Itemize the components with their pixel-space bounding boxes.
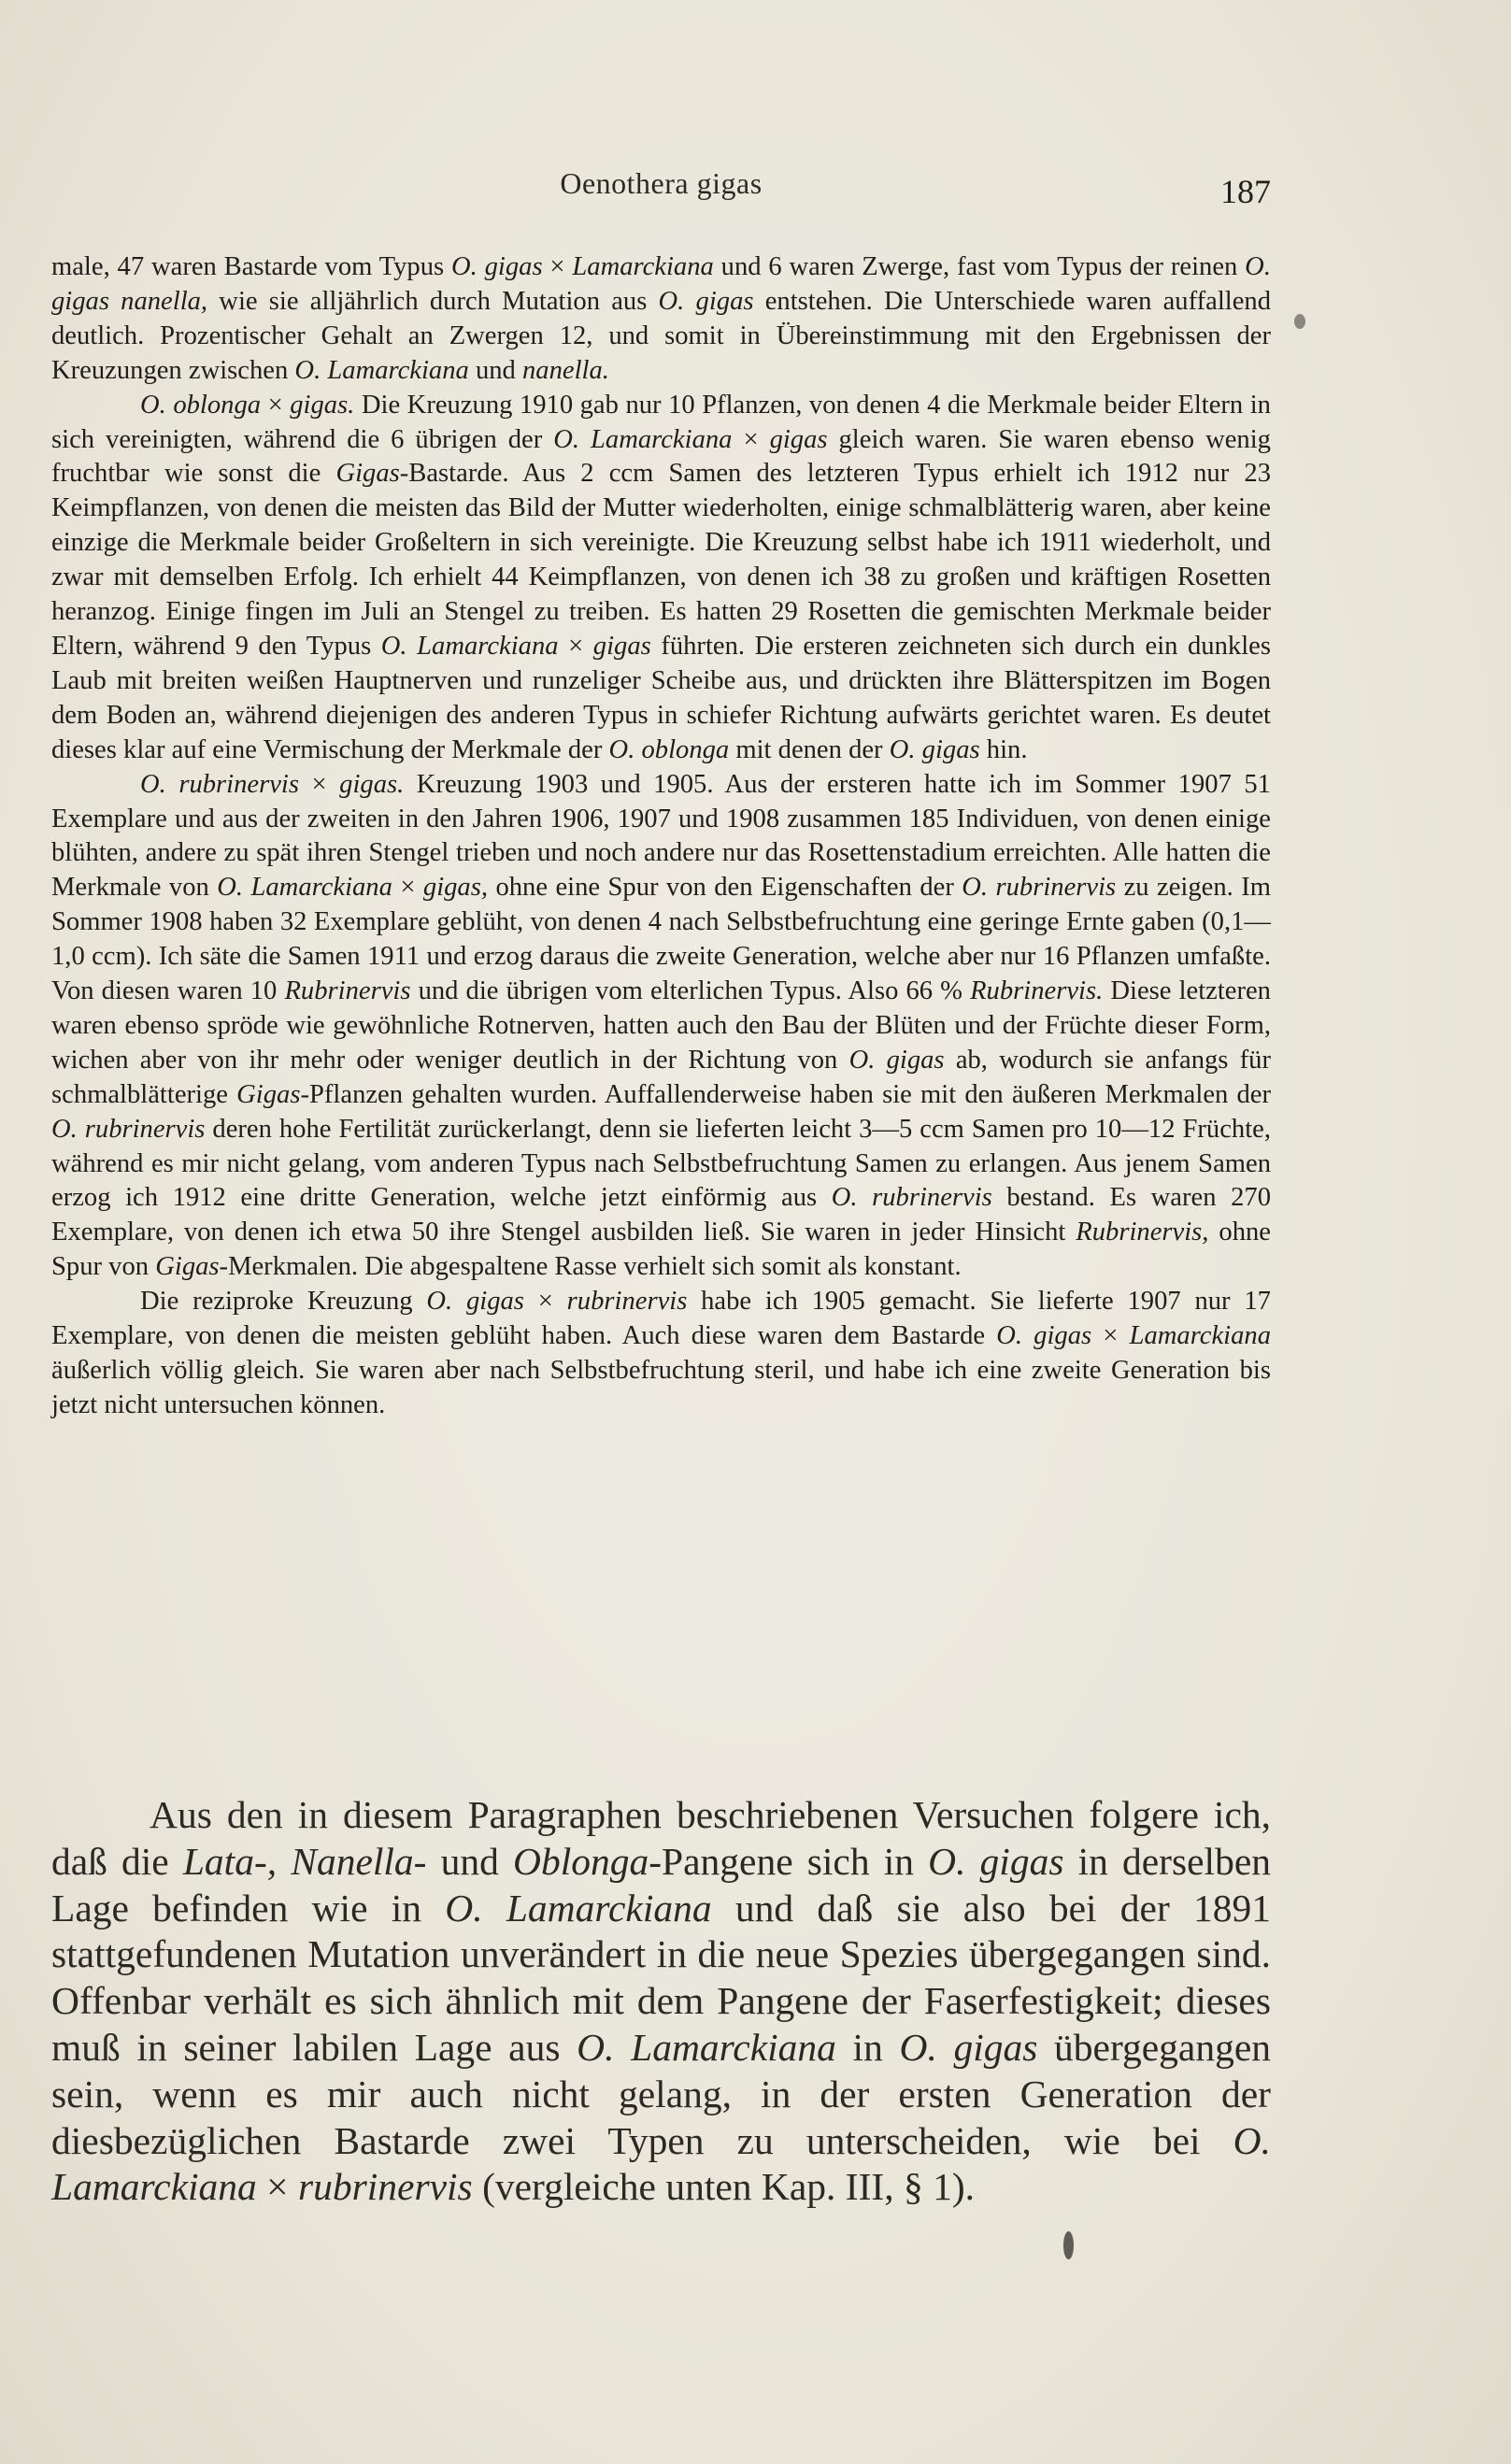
italic-run: O. rubrinervis xyxy=(51,1114,206,1144)
italic-run: O. gigas xyxy=(658,286,754,316)
paragraph xyxy=(51,250,1271,389)
text-run: gleich waren. Sie waren ebenso wenig fruchtbar wie sonst die xyxy=(51,424,1271,489)
text-run: Aus den in diesem Paragraphen beschriebenen Versuchen folgere ich, daß die xyxy=(51,1793,1271,1883)
text-run xyxy=(277,1840,291,1883)
italic-run: O. Lamarckiana xyxy=(380,631,559,661)
italic-run: O. Lamarckiana xyxy=(445,1886,712,1930)
text-run: zu zeigen. Im Sommer 1908 haben 32 Exemplare geblüht, von denen 4 nach Selbstbefruchtung eine geringe Ernte gaben (0,1—1,0 ccm). Ich säte die Samen 1911 und erzog daraus die zweite Generation, welche aber nur 16 Pflanzen umfaßte. Von diesen waren 10 xyxy=(51,873,1271,1006)
page-header xyxy=(51,166,1271,213)
text-run: × xyxy=(256,2165,298,2209)
text-run: Kreuzung 1903 und 1905. Aus der ersteren hatte ich im Sommer 1907 51 Exemplare und aus der zweiten in den Jahren 1906, 1907 und 1908 zusammen 185 Individuen, von denen einige blühten, andere zu spät ihren Stengel trieben und noch andere nur das Rosettenstadium erreichten. Alle hatten die Merkmale von xyxy=(51,769,1271,903)
text-run: übergegangen sein, wenn es mir auch nicht gelang, in der ersten Generation der diesbezüglichen Bastarde zwei Typen zu unterscheiden, wie bei xyxy=(51,2025,1272,2162)
paragraph xyxy=(51,389,1271,768)
italic-run: gigas. xyxy=(339,769,405,799)
text-run: hin. xyxy=(979,734,1028,764)
conclusion-text xyxy=(51,1792,1271,2211)
text-run: × xyxy=(732,424,770,454)
italic-run: O. Lamarckiana xyxy=(577,2025,836,2069)
italic-run: Gigas xyxy=(335,459,400,489)
text-run: ab, wodurch sie anfangs für schmalblätterige xyxy=(51,1045,1271,1109)
text-run: × xyxy=(392,873,423,903)
italic-run: O. Lamarckiana xyxy=(51,2118,1271,2209)
italic-run: O. Lamarckiana xyxy=(217,873,392,903)
text-run: mit denen der xyxy=(729,734,890,764)
text-run: wie sie alljährlich durch Mutation aus xyxy=(207,286,659,316)
italic-run: O. gigas xyxy=(889,734,980,764)
italic-run: gigas xyxy=(592,631,651,661)
text-run: × xyxy=(299,769,340,799)
italic-run: Nanella- xyxy=(291,1839,427,1883)
text-run: × xyxy=(558,631,593,661)
italic-run: O. rubrinervis xyxy=(831,1183,992,1213)
italic-run: Rubrinervis, xyxy=(1076,1218,1209,1247)
text-run: Die Kreuzung 1910 gab nur 10 Pflanzen, von denen 4 die Merkmale beider Eltern in sich vereinigten, während die 6 übrigen der xyxy=(51,390,1271,454)
text-run: male, 47 waren Bastarde vom Typus xyxy=(51,252,451,281)
text-run: (vergleiche unten Kap. III, § 1). xyxy=(472,2165,976,2209)
text-run: äußerlich völlig gleich. Sie waren aber nach Selbstbefruchtung steril, und habe ich eine zweite Generation bis jetzt nicht untersuchen können. xyxy=(51,1356,1271,1419)
text-run: × xyxy=(261,390,291,420)
text-run: und xyxy=(468,355,522,385)
text-run: führten. Die ersteren zeichneten sich durch ein dunkles Laub mit breiten weißen Hauptnerven und runzeliger Scheibe aus, und drückten ihre Blätterspitzen im Bogen dem Boden an, während diejenigen des anderen Typus in schiefer Richtung aufwärts gerichtet waren. Es deutet dieses klar auf eine Vermischung der Merkmale der xyxy=(51,631,1271,764)
italic-run: O. Lamarckiana xyxy=(294,355,469,385)
text-run: ohne eine Spur von den Eigenschaften der xyxy=(488,873,962,903)
italic-run: Gigas xyxy=(236,1079,301,1109)
italic-run: O. Lamarckiana xyxy=(553,424,733,454)
ink-smudge xyxy=(1294,314,1305,329)
italic-run: Lata-, xyxy=(182,1839,278,1883)
italic-run: rubrinervis xyxy=(297,2165,473,2209)
italic-run: nanella. xyxy=(522,355,609,385)
italic-run: O. gigas xyxy=(996,1321,1092,1351)
ink-smudge xyxy=(1063,2231,1074,2259)
text-run: und xyxy=(426,1839,513,1883)
text-run: Die reziproke Kreuzung xyxy=(140,1287,427,1317)
text-run: habe ich 1905 gemacht. Sie lieferte 1907 nur 17 Exemplare, von denen die meisten geblüht haben. Auch diese waren dem Bastarde xyxy=(51,1287,1271,1351)
text-run: Diese letzteren waren ebenso spröde wie gewöhnliche Rotnerven, hatten auch den Bau der Blüten und der Früchte dieser Form, wichen aber von ihr mehr oder weniger deutlich in der Richtung von xyxy=(51,976,1271,1075)
italic-run: O. gigas xyxy=(899,2025,1038,2069)
italic-run: gigas xyxy=(769,424,828,454)
italic-run: rubrinervis xyxy=(566,1287,688,1317)
italic-run: gigas, xyxy=(422,873,489,903)
text-run: × xyxy=(542,252,573,281)
conclusion-paragraph xyxy=(51,1792,1271,2211)
italic-run: O. oblonga xyxy=(608,734,730,764)
text-run: bestand. Es waren 270 Exemplare, von denen ich etwa 50 ihre Stengel ausbilden ließ. Sie waren in jeder Hinsicht xyxy=(51,1183,1271,1247)
text-run: -Bastarde. Aus 2 ccm Samen des letzteren Typus erhielt ich 1912 nur 23 Keimpflanzen, von denen die meisten das Bild der Mutter wiederholten, einige schmalblätterig waren, aber keine einzige die Merkmale beider Großeltern in sich vereinigte. Die Kreuzung selbst habe ich 1911 wiederholt, und zwar mit demselben Erfolg. Ich erhielt 44 Keimpflanzen, von denen ich 38 zu großen und kräftigen Rosetten heranzog. Einige fingen im Juli an Stengel zu treiben. Es hatten 29 Rosetten die gemischten Merkmale beider Eltern, während 9 den Typus xyxy=(51,459,1271,661)
text-run: -Pflanzen gehalten wurden. Auffallenderweise haben sie mit den äußeren Merkmalen der xyxy=(300,1079,1272,1109)
text-run: × xyxy=(523,1287,567,1317)
text-run: -Merkmalen. Die abgespaltene Rasse verhielt sich somit als konstant. xyxy=(219,1252,962,1282)
paragraph xyxy=(51,768,1271,1286)
body-text xyxy=(51,250,1271,1423)
italic-run: Rubrinervis. xyxy=(970,976,1104,1006)
text-run: × xyxy=(1091,1321,1130,1351)
text-run: in xyxy=(835,2025,900,2069)
text-run: in derselben Lage befinden wie in xyxy=(51,1839,1271,1930)
italic-run: Gigas xyxy=(155,1252,220,1282)
italic-run: gigas. xyxy=(290,390,355,420)
italic-run: Rubrinervis xyxy=(284,976,411,1006)
italic-run: O. gigas nanella, xyxy=(51,252,1271,316)
italic-run: O. gigas xyxy=(928,1839,1064,1883)
italic-run: O. gigas xyxy=(848,1045,945,1075)
text-run: und die übrigen vom elterlichen Typus. Also 66 % xyxy=(410,976,971,1006)
paragraph xyxy=(51,1285,1271,1423)
text-run: -Pangene sich in xyxy=(649,1839,929,1883)
text-run: ohne Spur von xyxy=(51,1218,1271,1282)
italic-run: O. rubrinervis xyxy=(140,769,299,799)
text-run: und 6 waren Zwerge, fast vom Typus der reinen xyxy=(713,252,1246,281)
italic-run: Lamarckiana xyxy=(572,252,714,281)
italic-run: O. gigas xyxy=(451,252,543,281)
page-number: 187 xyxy=(1220,173,1271,210)
italic-run: Oblonga xyxy=(512,1839,649,1883)
text-run: und daß sie also bei der 1891 stattgefundenen Mutation unverändert in die neue Spezies übergegangen sind. Offenbar verhält es sich ähnlich mit dem Pangene der Faserfestigkeit; dieses muß in seiner labilen Lage aus xyxy=(51,1886,1272,2069)
italic-run: Lamarckiana xyxy=(1129,1321,1271,1351)
italic-run: O. oblonga xyxy=(140,390,262,420)
running-head: Oenothera gigas xyxy=(560,166,763,200)
text-run: deren hohe Fertilität zurückerlangt, denn sie lieferten leicht 3—5 ccm Samen pro 10—12 Früchte, während es mir nicht gelang, vom anderen Typus nach Selbstbefruchtung Samen zu erlangen. Aus jenem Samen erzog ich 1912 eine dritte Generation, welche jetzt einförmig aus xyxy=(51,1114,1271,1213)
text-run: entstehen. Die Unterschiede waren auffallend deutlich. Prozentischer Gehalt an Zwergen 12, und somit in Übereinstimmung mit den Ergebnissen der Kreuzungen zwischen xyxy=(51,286,1271,385)
italic-run: O. gigas xyxy=(426,1287,524,1317)
italic-run: O. rubrinervis xyxy=(962,873,1117,903)
